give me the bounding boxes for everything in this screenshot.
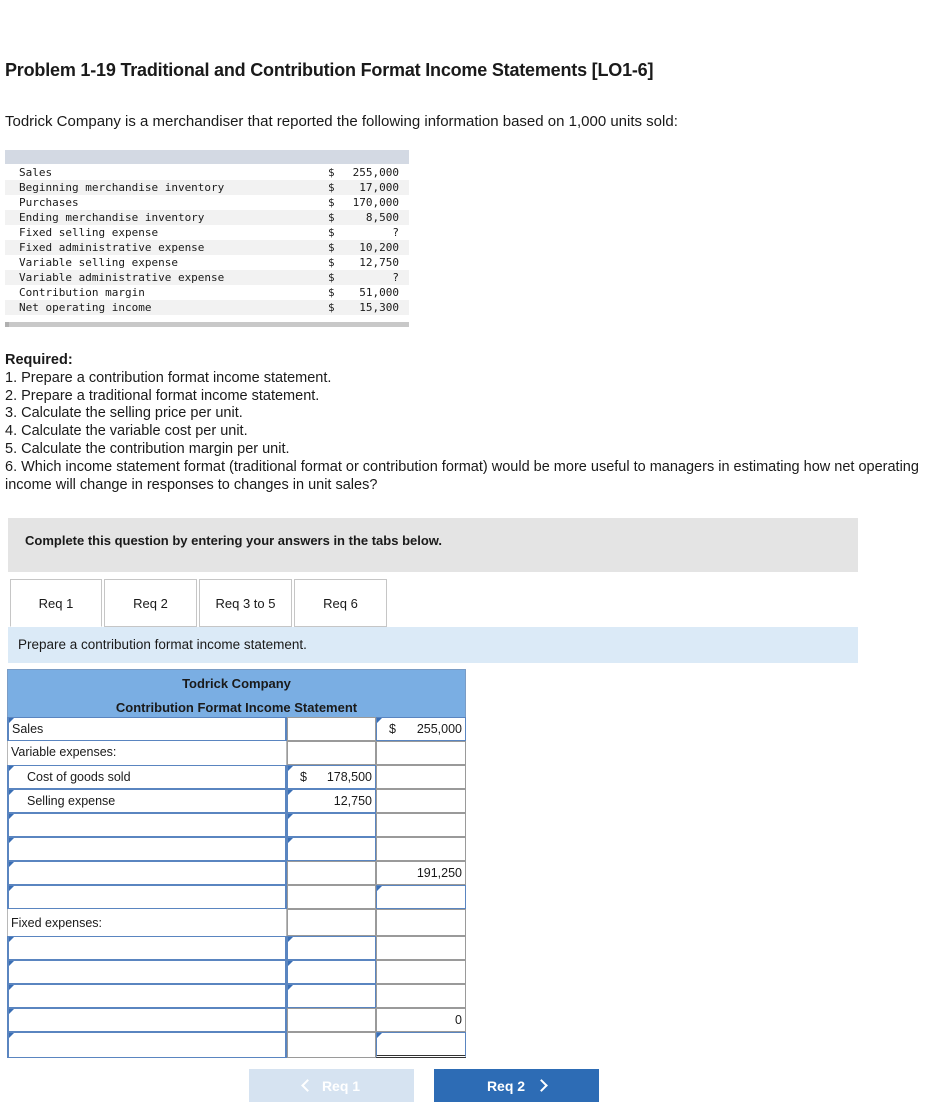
given-table-top-bar [5, 150, 409, 164]
required-item: 5. Calculate the contribution margin per unit. [5, 440, 290, 457]
label-input-row7[interactable] [7, 861, 287, 885]
blank-cell [376, 789, 466, 813]
amount-input-net-operating-income[interactable] [376, 1032, 466, 1058]
tab-req-2[interactable]: Req 2 [104, 579, 197, 627]
given-row: Beginning merchandise inventory $ 17,000 [5, 180, 409, 195]
amount-input-sales-col1[interactable] [287, 717, 376, 741]
required-item: 1. Prepare a contribution format income statement. [5, 369, 332, 386]
statement-header [7, 669, 466, 718]
label-input-row12[interactable] [7, 984, 287, 1008]
required-item: 4. Calculate the variable cost per unit. [5, 423, 248, 440]
blank-cell [287, 885, 376, 909]
variable-expenses-total: 191,250 [376, 861, 466, 885]
blank-cell [287, 1008, 376, 1032]
problem-intro: Todrick Company is a merchandiser that reported the following information based on 1,000 units sold: [5, 113, 678, 130]
given-row: Sales $ 255,000 [19, 166, 399, 179]
given-row: Purchases $ 170,000 [19, 196, 399, 209]
variable-expenses-label: Variable expenses: [7, 741, 287, 765]
next-button[interactable] [434, 1069, 599, 1102]
label-input-cogs[interactable]: Cost of goods sold [7, 765, 287, 789]
blank-cell [287, 909, 376, 936]
fixed-expenses-total: 0 [376, 1008, 466, 1032]
given-row: Fixed administrative expense $ 10,200 [5, 240, 409, 255]
instructions-box [8, 518, 858, 572]
label-input-row8[interactable] [7, 885, 287, 909]
blank-cell [287, 861, 376, 885]
blank-cell [287, 1032, 376, 1058]
amount-input-cogs[interactable]: $ 178,500 [287, 765, 376, 789]
given-row: Contribution margin $ 51,000 [19, 286, 399, 299]
blank-cell [376, 765, 466, 789]
amount-input-selling[interactable]: 12,750 [287, 789, 376, 813]
amount-input-sales[interactable]: $ 255,000 [376, 717, 466, 741]
label-input-row10[interactable] [7, 936, 287, 960]
amount-input-row5[interactable] [287, 813, 376, 837]
label-input-row11[interactable] [7, 960, 287, 984]
blank-cell [376, 813, 466, 837]
required-section [5, 352, 937, 494]
blank-cell [376, 960, 466, 984]
given-row: Variable selling expense $ 12,750 [19, 256, 399, 269]
tab-req-1[interactable]: Req 1 [10, 579, 102, 627]
given-row: Variable administrative expense $ ? [5, 270, 409, 285]
given-row: Ending merchandise inventory $ 8,500 [5, 210, 409, 225]
tab-instruction-text: Prepare a contribution format income statement. [18, 637, 307, 652]
blank-cell [376, 837, 466, 861]
amount-input-row11[interactable] [287, 960, 376, 984]
label-input-sales[interactable]: Sales [7, 717, 287, 741]
amount-input-row8[interactable] [376, 885, 466, 909]
blank-cell [376, 909, 466, 936]
tab-req-3-to-5[interactable]: Req 3 to 5 [199, 579, 292, 627]
blank-cell [287, 741, 376, 765]
label-input-row13[interactable] [7, 1008, 287, 1032]
label-input-row5[interactable] [7, 813, 287, 837]
blank-cell [376, 936, 466, 960]
given-row: Net operating income $ 15,300 [5, 300, 409, 315]
label-input-selling[interactable]: Selling expense [7, 789, 287, 813]
next-button-label: Req 2 [486, 1077, 526, 1094]
chevron-right-icon [535, 1079, 548, 1092]
label-input-row14[interactable] [7, 1032, 287, 1058]
statement-title: Contribution Format Income Statement [115, 700, 358, 715]
blank-cell [376, 741, 466, 765]
tab-req-6[interactable]: Req 6 [294, 579, 387, 627]
tab-instruction-bar [8, 627, 858, 663]
fixed-expenses-label: Fixed expenses: [7, 909, 287, 936]
amount-input-row6[interactable] [287, 837, 376, 861]
required-item: 6. Which income statement format (traditional format or contribution format) would be more useful to managers in estimating how net operating income will change in responses to changes in unit sales? [5, 458, 919, 493]
given-table-bottom-bar [5, 322, 409, 328]
instructions-text: Complete this question by entering your answers in the tabs below. [25, 533, 443, 548]
amount-input-row10[interactable] [287, 936, 376, 960]
given-data-table [5, 150, 409, 328]
required-item: 3. Calculate the selling price per unit. [5, 405, 243, 422]
company-name: Todrick Company [182, 676, 291, 691]
required-heading: Required: [5, 352, 73, 368]
label-input-row6[interactable] [7, 837, 287, 861]
amount-input-row12[interactable] [287, 984, 376, 1008]
chevron-left-icon [301, 1079, 314, 1092]
given-row: Fixed selling expense $ ? [19, 226, 399, 239]
prev-button-label: Req 1 [321, 1077, 361, 1094]
blank-cell [376, 984, 466, 1008]
problem-title: Problem 1-19 Traditional and Contribution Format Income Statements [LO1-6] [5, 60, 654, 80]
required-item: 2. Prepare a traditional format income statement. [5, 387, 320, 404]
prev-button[interactable] [249, 1069, 414, 1102]
